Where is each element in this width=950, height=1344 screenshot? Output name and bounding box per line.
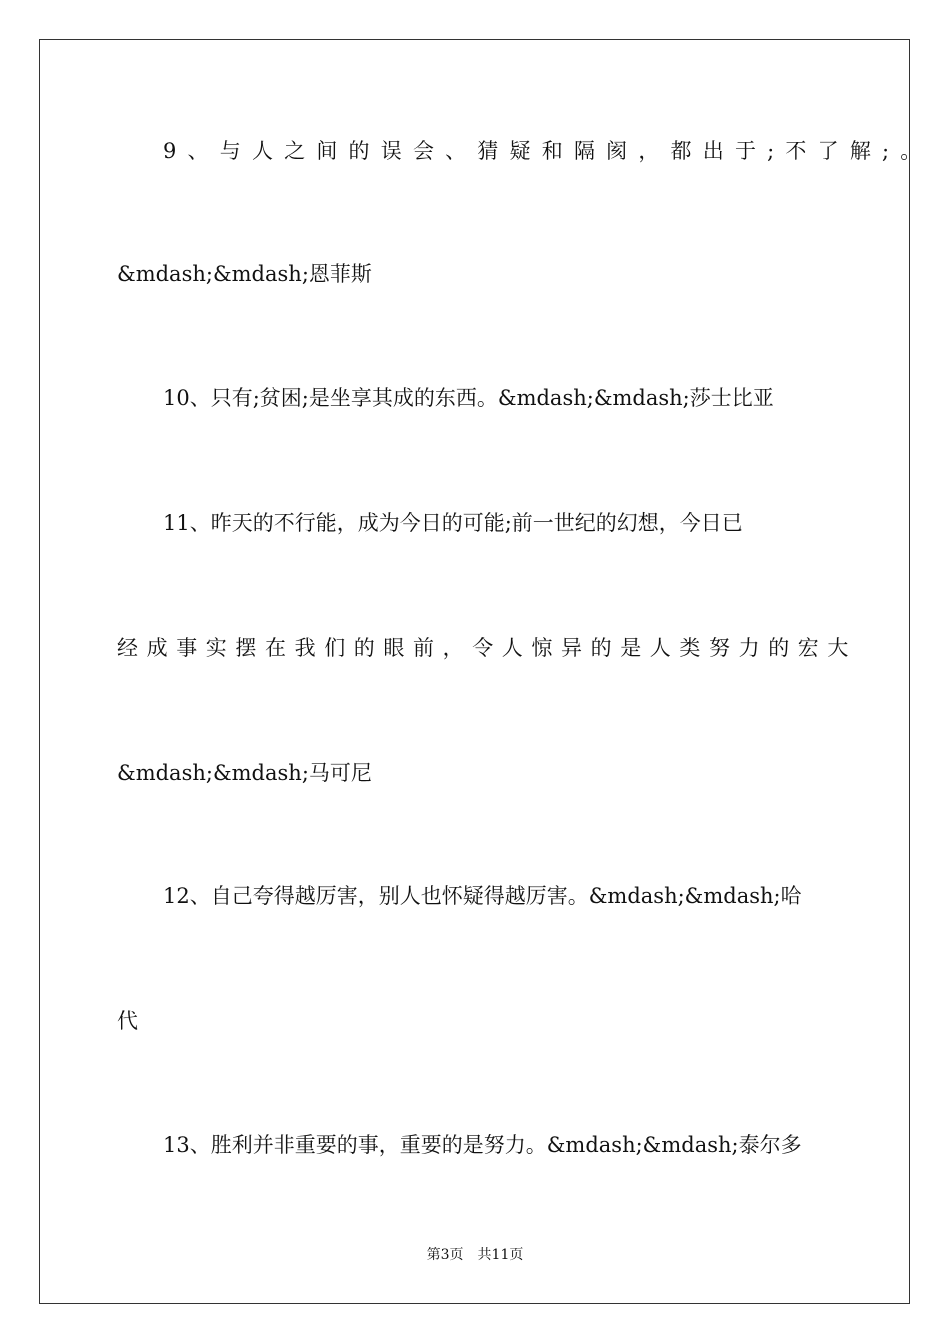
quote-11-line-2: 经成事实摆在我们的眼前，令人惊异的是人类努力的宏大 [117,636,857,660]
page-footer [0,1245,950,1265]
page-total: 共11页 [477,1247,524,1263]
quote-10-line-1: 10、只有;贫困;是坐享其成的东西。&mdash;&mdash;莎士比亚 [163,386,774,410]
page-number: 第3页 [426,1247,464,1263]
quote-9-line-1: 9、与人之间的误会、猜疑和隔阂，都出于;不了解;。 [163,139,933,163]
page-frame [39,39,933,1304]
quote-12-line-2: 代 [117,1009,138,1033]
quote-13-line-1: 13、胜利并非重要的事，重要的是努力。&mdash;&mdash;泰尔多 [163,1133,802,1157]
quote-11-line-1: 11、昨天的不行能，成为今日的可能;前一世纪的幻想，今日已 [163,511,743,535]
quote-12-line-1: 12、自己夸得越厉害，别人也怀疑得越厉害。&mdash;&mdash;哈 [163,884,802,908]
quote-11-attribution: &mdash;&mdash;马可尼 [117,761,372,785]
quote-9-attribution: &mdash;&mdash;恩菲斯 [117,262,372,286]
